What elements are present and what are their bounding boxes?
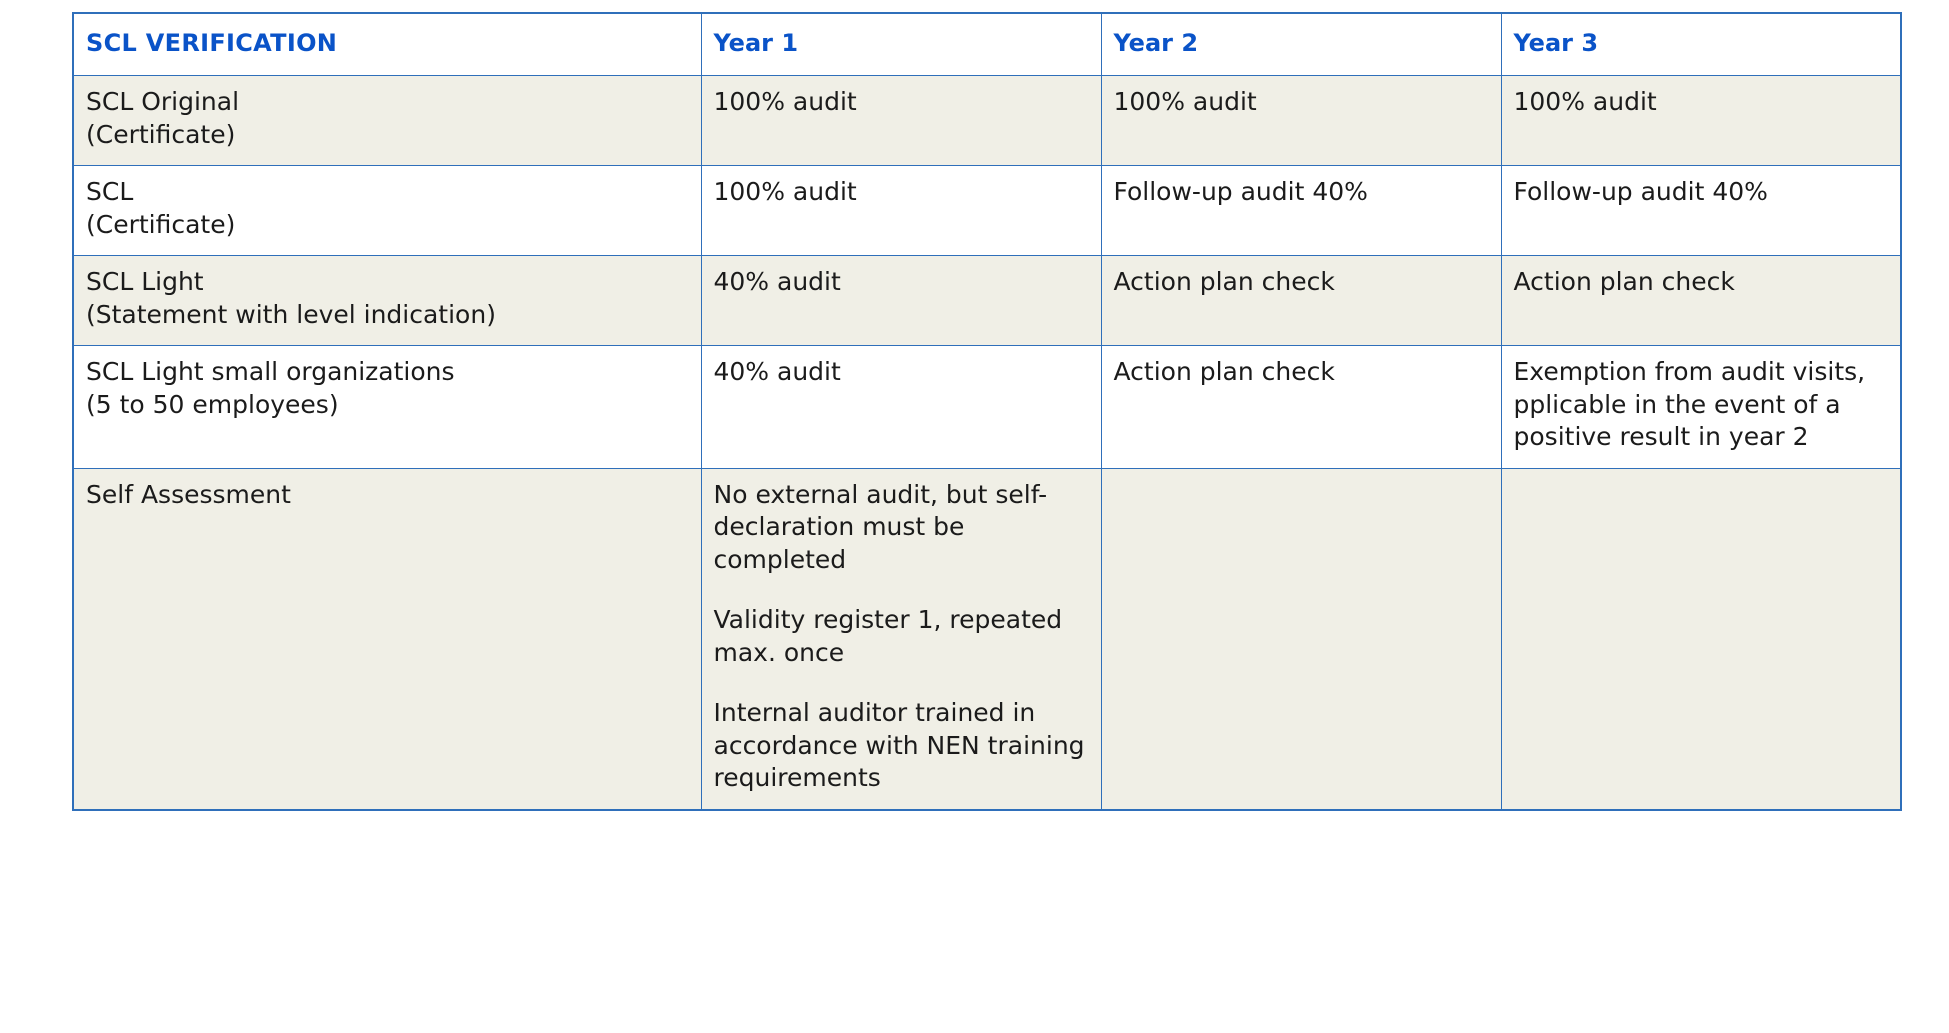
- year-2-cell: [1101, 346, 1501, 469]
- row-label-line: (5 to 50 employees): [86, 389, 339, 419]
- column-header-scl-verification: SCL VERIFICATION: [73, 13, 701, 76]
- year-1-cell: [701, 256, 1101, 346]
- cell-text: 100% audit: [1513, 87, 1657, 117]
- year-3-cell: [1501, 76, 1901, 166]
- year-1-cell: [701, 346, 1101, 469]
- table-row: [73, 256, 1901, 346]
- cell-text: 100% audit: [1113, 87, 1257, 117]
- row-label-cell: [73, 468, 701, 810]
- row-label-cell: [73, 76, 701, 166]
- cell-text: 40% audit: [713, 357, 841, 387]
- year-3-cell: [1501, 256, 1901, 346]
- scl-verification-table: [72, 12, 1902, 811]
- cell-text: Action plan check: [1513, 267, 1735, 297]
- row-label-line: SCL Original: [86, 87, 240, 117]
- cell-text: No external audit, but self-declaration must be completed: [713, 479, 1048, 574]
- cell-text: Action plan check: [1113, 267, 1335, 297]
- row-label-line: SCL: [86, 177, 134, 207]
- table-body: [73, 76, 1901, 810]
- cell-text: Follow-up audit 40%: [1513, 177, 1768, 207]
- table-row: [73, 468, 1901, 810]
- column-header-year-1: Year 1: [701, 13, 1101, 76]
- row-label-line: SCL Light small organizations: [86, 357, 455, 387]
- year-1-cell: [701, 468, 1101, 810]
- year-2-cell: [1101, 166, 1501, 256]
- year-1-cell: [701, 76, 1101, 166]
- table-header-row: [73, 13, 1901, 76]
- table-header: [73, 13, 1901, 76]
- column-header-year-2: Year 2: [1101, 13, 1501, 76]
- cell-text: 100% audit: [713, 177, 857, 207]
- year-3-cell: [1501, 468, 1901, 810]
- row-label-cell: [73, 256, 701, 346]
- cell-text: Exemption from audit visits, pplicable in the event of a positive result in year 2: [1513, 357, 1866, 452]
- table-row: [73, 346, 1901, 469]
- row-label-cell: [73, 166, 701, 256]
- cell-text: 100% audit: [713, 87, 857, 117]
- year-2-cell: [1101, 76, 1501, 166]
- year-1-cell: [701, 166, 1101, 256]
- table-row: [73, 166, 1901, 256]
- row-label-line: SCL Light: [86, 267, 204, 297]
- row-label-line: (Certificate): [86, 119, 236, 149]
- row-label-line: (Statement with level indication): [86, 299, 496, 329]
- year-2-cell: [1101, 256, 1501, 346]
- year-2-cell: [1101, 468, 1501, 810]
- row-label-line: Self Assessment: [86, 479, 291, 509]
- column-header-year-3: Year 3: [1501, 13, 1901, 76]
- cell-text: Action plan check: [1113, 357, 1335, 387]
- year-3-cell: [1501, 166, 1901, 256]
- cell-text: Validity register 1, repeated max. once: [713, 605, 1063, 667]
- row-label-line: (Certificate): [86, 209, 236, 239]
- cell-text: Follow-up audit 40%: [1113, 177, 1368, 207]
- row-label-cell: [73, 346, 701, 469]
- cell-text: 40% audit: [713, 267, 841, 297]
- year-3-cell: [1501, 346, 1901, 469]
- table-row: [73, 76, 1901, 166]
- cell-text: Internal auditor trained in accordance with NEN training requirements: [713, 698, 1085, 793]
- scl-verification-table-container: [72, 12, 1900, 811]
